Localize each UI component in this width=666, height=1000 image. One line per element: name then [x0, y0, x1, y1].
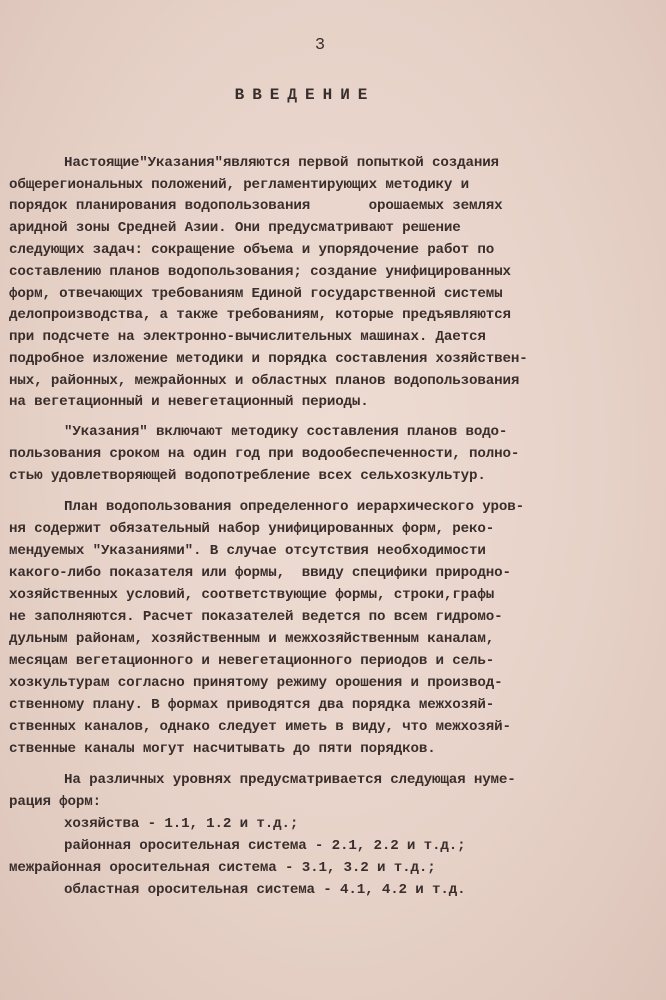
text-line: подробное изложение методики и порядка составления хозяйствен- — [9, 351, 528, 367]
section-heading: ВВЕДЕНИЕ — [234, 86, 376, 104]
text-line: составлению планов водопользования; создание унифицированных — [9, 264, 511, 280]
text-line: хозкультурам согласно принятому режиму орошения и производ- — [9, 675, 503, 691]
text-line: районная оросительная система - 2.1, 2.2 и т.д.; — [64, 838, 466, 854]
text-line: на вегетационный и невегетационный периоды. — [9, 394, 369, 410]
text-line: ственные каналы могут насчитывать до пяти порядков. — [9, 741, 436, 757]
text-line: следующих задач: сокращение объема и упорядочение работ по — [9, 242, 495, 258]
text-line: областная оросительная система - 4.1, 4.2 и т.д. — [64, 882, 466, 898]
text-line: Настоящие"Указания"являются первой попыткой создания — [64, 155, 499, 171]
text-line: На различных уровнях предусматривается следующая нуме- — [64, 772, 516, 788]
text-line: рация форм: — [9, 794, 102, 810]
text-line: ня содержит обязательный набор унифицированных форм, реко- — [9, 521, 495, 537]
text-line: хозяйства - 1.1, 1.2 и т.д.; — [64, 816, 299, 832]
text-line: ственному плану. В формах приводятся два порядка межхозяй- — [9, 697, 495, 713]
text-line: не заполняются. Расчет показателей ведется по всем гидромо- — [9, 609, 503, 625]
page-number: 3 — [314, 36, 326, 55]
text-line: при подсчете на электронно-вычислительных машинах. Дается — [9, 329, 486, 345]
text-line: ственных каналов, однако следует иметь в виду, что межхозяй- — [9, 719, 511, 735]
text-line: какого-либо показателя или формы, ввиду специфики природно- — [9, 565, 511, 581]
text-line: общерегиональных положений, регламентирующих методику и — [9, 177, 470, 193]
text-line: План водопользования определенного иерархического уров- — [64, 499, 525, 515]
text-line: стью удовлетворяющей водопотребление всех сельхозкультур. — [9, 468, 486, 484]
text-line: дульным районам, хозяйственным и межхозяйственным каналам, — [9, 631, 495, 647]
text-line: порядок планирования водопользования орошаемых землях — [9, 198, 503, 214]
text-line: "Указания" включают методику составления планов водо- — [64, 424, 508, 440]
text-line: месяцам вегетационного и невегетационного периодов и сель- — [9, 653, 495, 669]
text-line: межрайонная оросительная система - 3.1, 3.2 и т.д.; — [9, 860, 436, 876]
text-line: мендуемых "Указаниями". В случае отсутствия необходимости — [9, 543, 486, 559]
text-line: ных, районных, межрайонных и областных планов водопользования — [9, 373, 520, 389]
text-line: делопроизводства, а также требованиям, которые предъявляются — [9, 307, 511, 323]
text-line: форм, отвечающих требованиям Единой государственной системы — [9, 286, 503, 302]
text-line: пользования сроком на один год при водообеспеченности, полно- — [9, 446, 520, 462]
text-line: хозяйственных условий, соответствующие формы, строки,графы — [9, 587, 495, 603]
text-line: аридной зоны Средней Азии. Они предусматривают решение — [9, 220, 461, 236]
